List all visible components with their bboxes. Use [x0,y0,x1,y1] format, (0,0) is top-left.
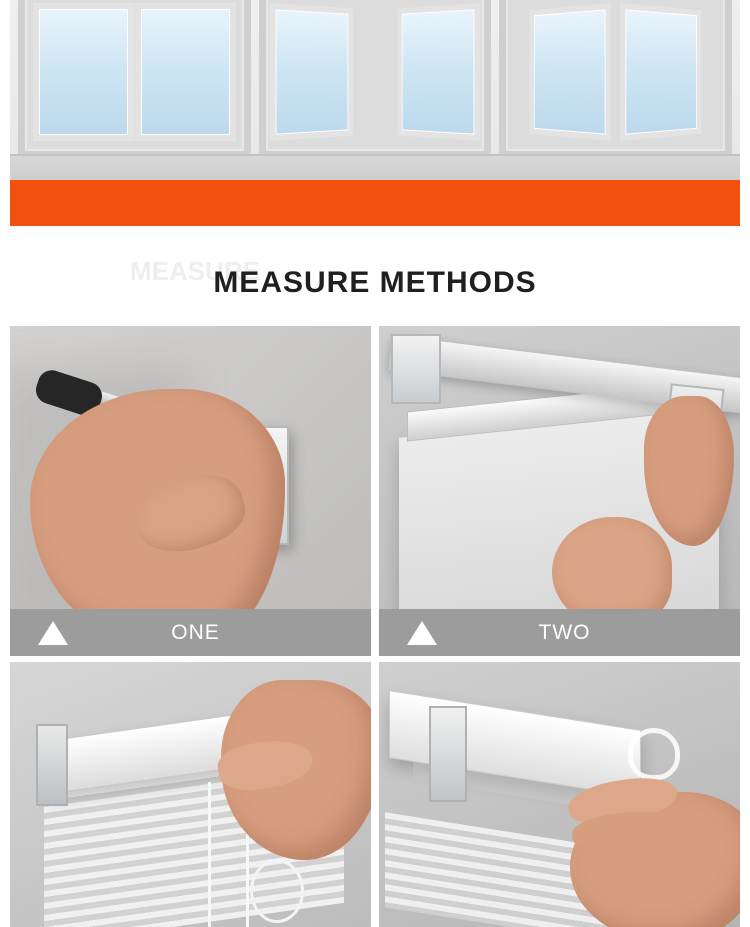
step-two-cell [379,326,740,656]
step-three-photo [10,662,371,927]
window-sash [620,3,701,141]
accent-divider-bar [10,180,740,226]
window-sash [530,3,611,141]
page-title: MEASURE METHODS [213,266,537,299]
valance-clip [628,728,680,780]
wall-bracket [36,724,68,806]
step-one-label: ONE [171,620,220,644]
wall-bracket-left [391,334,441,404]
wall-bracket [429,706,467,802]
window-sash [397,3,480,141]
triangle-icon [38,621,68,645]
window-sash [135,3,236,141]
pull-cord [208,782,211,927]
step-two-caption-bar [379,609,740,656]
step-three-cell [10,662,371,927]
watermark-text: MEASURE [130,256,261,286]
step-two-photo [379,326,740,609]
step-one-cell [10,326,371,656]
step-one-photo [10,326,371,609]
window-sill [10,154,740,180]
title-section [0,226,750,326]
step-four-photo [379,662,740,927]
step-one-caption-bar [10,609,371,656]
window-inward-folding [499,0,732,158]
window-types-photo-band [10,0,740,180]
window-outward-opening [259,0,492,158]
triangle-icon [407,621,437,645]
steps-photo-grid [10,326,740,921]
window-sash [270,3,353,141]
cord-loop [250,859,304,923]
window-fixed [18,0,251,158]
step-two-label: TWO [538,620,591,644]
window-sash [33,3,134,141]
step-four-cell [379,662,740,927]
